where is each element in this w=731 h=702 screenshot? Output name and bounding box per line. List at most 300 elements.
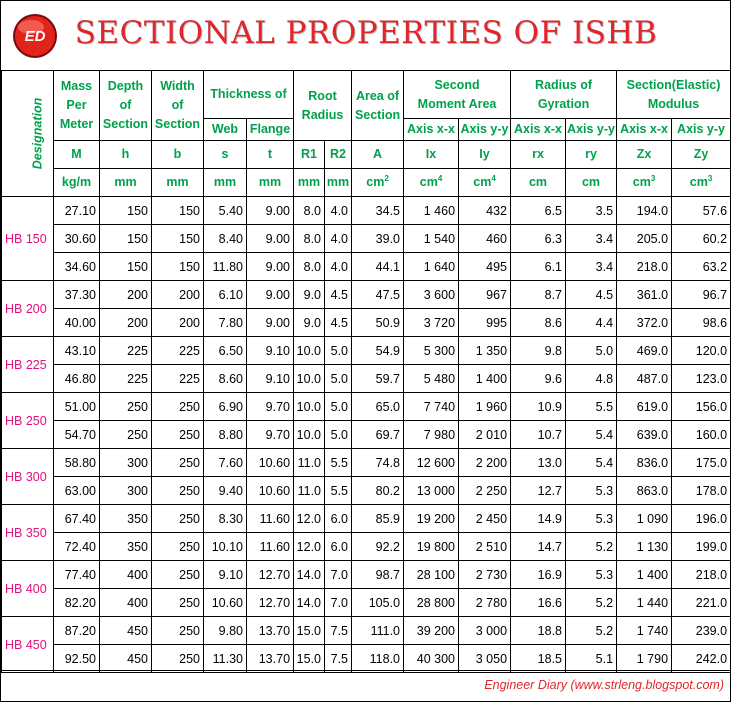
- table-row: [2, 281, 731, 309]
- value-cell: 250: [100, 393, 152, 421]
- value-cell: 8.0: [294, 225, 325, 253]
- value-cell: 5.40: [204, 197, 247, 225]
- logo-text: ED: [24, 28, 46, 45]
- value-cell: 150: [100, 197, 152, 225]
- symbol-header: M: [54, 141, 100, 169]
- value-cell: 11.0: [294, 449, 325, 477]
- value-cell: 487.0: [617, 365, 672, 393]
- value-cell: 34.5: [352, 197, 404, 225]
- symbol-row: [2, 141, 731, 169]
- value-cell: 6.10: [204, 281, 247, 309]
- table-row: [2, 617, 731, 645]
- value-cell: 7.80: [204, 309, 247, 337]
- value-cell: 1 460: [404, 197, 459, 225]
- value-cell: 120.0: [672, 337, 731, 365]
- symbol-header: Ix: [404, 141, 459, 169]
- value-cell: 175.0: [672, 449, 731, 477]
- value-cell: 60.2: [672, 225, 731, 253]
- moment-axis-x-header: Axis x-x: [404, 119, 459, 141]
- value-cell: 250: [152, 589, 204, 617]
- value-cell: 1 440: [617, 589, 672, 617]
- designation-cell: HB 250: [2, 393, 54, 449]
- value-cell: 5.3: [566, 505, 617, 533]
- table-row: [2, 589, 731, 617]
- value-cell: 16.6: [511, 589, 566, 617]
- value-cell: 43.10: [54, 337, 100, 365]
- value-cell: 8.80: [204, 421, 247, 449]
- symbol-header: s: [204, 141, 247, 169]
- value-cell: 30.60: [54, 225, 100, 253]
- value-cell: 6.50: [204, 337, 247, 365]
- value-cell: 225: [100, 337, 152, 365]
- value-cell: 37.30: [54, 281, 100, 309]
- value-cell: 218.0: [617, 253, 672, 281]
- value-cell: 65.0: [352, 393, 404, 421]
- value-cell: 11.60: [247, 533, 294, 561]
- table-row: [2, 477, 731, 505]
- value-cell: 59.7: [352, 365, 404, 393]
- value-cell: 450: [100, 645, 152, 673]
- value-cell: 372.0: [617, 309, 672, 337]
- gyration-header: Radius of Gyration: [511, 71, 617, 119]
- table-row: [2, 197, 731, 225]
- value-cell: 9.00: [247, 225, 294, 253]
- value-cell: 218.0: [672, 561, 731, 589]
- value-cell: 4.0: [325, 197, 352, 225]
- value-cell: 432: [459, 197, 511, 225]
- value-cell: 1 740: [617, 617, 672, 645]
- designation-cell: HB 450: [2, 617, 54, 673]
- value-cell: 54.9: [352, 337, 404, 365]
- value-cell: 3 050: [459, 645, 511, 673]
- value-cell: 46.80: [54, 365, 100, 393]
- value-cell: 10.0: [294, 393, 325, 421]
- unit-exponent: 3: [707, 173, 713, 183]
- value-cell: 6.5: [511, 197, 566, 225]
- value-cell: 5.5: [325, 477, 352, 505]
- value-cell: 5.0: [325, 337, 352, 365]
- thickness-header: Thickness of: [204, 71, 294, 119]
- unit-exponent: 4: [437, 173, 443, 183]
- value-cell: 10.10: [204, 533, 247, 561]
- value-cell: 13.70: [247, 617, 294, 645]
- value-cell: 7.0: [325, 589, 352, 617]
- designation-cell: HB 300: [2, 449, 54, 505]
- value-cell: 200: [100, 309, 152, 337]
- value-cell: 5 480: [404, 365, 459, 393]
- value-cell: 9.10: [204, 561, 247, 589]
- unit-row: [2, 169, 731, 197]
- value-cell: 28 800: [404, 589, 459, 617]
- value-cell: 6.0: [325, 533, 352, 561]
- value-cell: 6.90: [204, 393, 247, 421]
- value-cell: 967: [459, 281, 511, 309]
- modulus-header: Section(Elastic) Modulus: [617, 71, 731, 119]
- value-cell: 400: [100, 589, 152, 617]
- value-cell: 250: [100, 421, 152, 449]
- value-cell: 9.70: [247, 421, 294, 449]
- value-cell: 3 600: [404, 281, 459, 309]
- value-cell: 4.5: [566, 281, 617, 309]
- value-cell: 4.0: [325, 253, 352, 281]
- value-cell: 9.0: [294, 281, 325, 309]
- table-row: [2, 533, 731, 561]
- value-cell: 199.0: [672, 533, 731, 561]
- value-cell: 69.7: [352, 421, 404, 449]
- value-cell: 15.0: [294, 645, 325, 673]
- value-cell: 2 250: [459, 477, 511, 505]
- value-cell: 8.30: [204, 505, 247, 533]
- value-cell: 18.5: [511, 645, 566, 673]
- table-header: [2, 71, 731, 197]
- value-cell: 2 730: [459, 561, 511, 589]
- value-cell: 72.40: [54, 533, 100, 561]
- designation-cell: HB 350: [2, 505, 54, 561]
- value-cell: 10.60: [204, 589, 247, 617]
- value-cell: 4.5: [325, 309, 352, 337]
- value-cell: 9.00: [247, 281, 294, 309]
- value-cell: 92.50: [54, 645, 100, 673]
- value-cell: 5.4: [566, 421, 617, 449]
- symbol-header: t: [247, 141, 294, 169]
- value-cell: 10.0: [294, 421, 325, 449]
- value-cell: 250: [152, 421, 204, 449]
- value-cell: 250: [152, 645, 204, 673]
- value-cell: 200: [152, 281, 204, 309]
- value-cell: 7.5: [325, 645, 352, 673]
- symbol-header: Zx: [617, 141, 672, 169]
- value-cell: 2 010: [459, 421, 511, 449]
- flange-header: Flange: [247, 119, 294, 141]
- value-cell: 34.60: [54, 253, 100, 281]
- value-cell: 6.3: [511, 225, 566, 253]
- symbol-header: Zy: [672, 141, 731, 169]
- value-cell: 863.0: [617, 477, 672, 505]
- table-row: [2, 365, 731, 393]
- value-cell: 27.10: [54, 197, 100, 225]
- value-cell: 7 980: [404, 421, 459, 449]
- engineer-diary-logo: [12, 13, 58, 59]
- credit-text: Engineer Diary (www.strleng.blogspot.com): [484, 678, 724, 692]
- value-cell: 156.0: [672, 393, 731, 421]
- value-cell: 221.0: [672, 589, 731, 617]
- value-cell: 2 450: [459, 505, 511, 533]
- designation-cell: HB 200: [2, 281, 54, 337]
- designation-cell: HB 400: [2, 561, 54, 617]
- value-cell: 6.0: [325, 505, 352, 533]
- value-cell: 9.80: [204, 617, 247, 645]
- value-cell: 9.6: [511, 365, 566, 393]
- table-row: [2, 421, 731, 449]
- value-cell: 14.9: [511, 505, 566, 533]
- value-cell: 98.7: [352, 561, 404, 589]
- unit-header: mm: [100, 169, 152, 197]
- value-cell: 12.7: [511, 477, 566, 505]
- value-cell: 87.20: [54, 617, 100, 645]
- value-cell: 12.0: [294, 505, 325, 533]
- gyration-axis-y-header: Axis y-y: [566, 119, 617, 141]
- value-cell: 5.5: [325, 449, 352, 477]
- value-cell: 1 400: [617, 561, 672, 589]
- value-cell: 19 200: [404, 505, 459, 533]
- value-cell: 5.1: [566, 645, 617, 673]
- value-cell: 14.0: [294, 561, 325, 589]
- value-cell: 11.0: [294, 477, 325, 505]
- unit-header: mm: [204, 169, 247, 197]
- value-cell: 6.1: [511, 253, 566, 281]
- value-cell: 150: [152, 253, 204, 281]
- value-cell: 5.2: [566, 589, 617, 617]
- value-cell: 200: [100, 281, 152, 309]
- value-cell: 3 000: [459, 617, 511, 645]
- value-cell: 460: [459, 225, 511, 253]
- value-cell: 200: [152, 309, 204, 337]
- unit-header: $cm^3$: [672, 169, 731, 197]
- value-cell: 47.5: [352, 281, 404, 309]
- designation-cell: HB 225: [2, 337, 54, 393]
- value-cell: 242.0: [672, 645, 731, 673]
- value-cell: 10.9: [511, 393, 566, 421]
- value-cell: 50.9: [352, 309, 404, 337]
- value-cell: 10.60: [247, 477, 294, 505]
- table-row: [2, 393, 731, 421]
- value-cell: 150: [100, 253, 152, 281]
- unit-header: mm: [325, 169, 352, 197]
- value-cell: 250: [152, 617, 204, 645]
- value-cell: 111.0: [352, 617, 404, 645]
- value-cell: 2 780: [459, 589, 511, 617]
- unit-header: mm: [247, 169, 294, 197]
- header: [1, 1, 730, 71]
- value-cell: 5.0: [325, 421, 352, 449]
- value-cell: 40 300: [404, 645, 459, 673]
- value-cell: 8.6: [511, 309, 566, 337]
- value-cell: 12.70: [247, 561, 294, 589]
- unit-header: mm: [294, 169, 325, 197]
- symbol-header: R2: [325, 141, 352, 169]
- unit-exponent: 3: [650, 173, 656, 183]
- value-cell: 58.80: [54, 449, 100, 477]
- value-cell: 5 300: [404, 337, 459, 365]
- value-cell: 7.60: [204, 449, 247, 477]
- value-cell: 12.70: [247, 589, 294, 617]
- value-cell: 4.4: [566, 309, 617, 337]
- gyration-axis-x-header: Axis x-x: [511, 119, 566, 141]
- value-cell: 250: [152, 449, 204, 477]
- table-body: [2, 197, 731, 673]
- value-cell: 63.00: [54, 477, 100, 505]
- value-cell: 194.0: [617, 197, 672, 225]
- value-cell: 85.9: [352, 505, 404, 533]
- value-cell: 9.40: [204, 477, 247, 505]
- value-cell: 44.1: [352, 253, 404, 281]
- symbol-header: rx: [511, 141, 566, 169]
- value-cell: 8.7: [511, 281, 566, 309]
- value-cell: 4.5: [325, 281, 352, 309]
- value-cell: 5.4: [566, 449, 617, 477]
- value-cell: 9.00: [247, 197, 294, 225]
- value-cell: 1 350: [459, 337, 511, 365]
- value-cell: 300: [100, 477, 152, 505]
- table-row: [2, 645, 731, 673]
- unit-header: $cm^3$: [617, 169, 672, 197]
- value-cell: 54.70: [54, 421, 100, 449]
- unit-exponent: 4: [491, 173, 496, 183]
- value-cell: 250: [152, 477, 204, 505]
- value-cell: 5.3: [566, 561, 617, 589]
- value-cell: 225: [152, 365, 204, 393]
- value-cell: 2 200: [459, 449, 511, 477]
- depth-header: Depth of Section: [100, 71, 152, 141]
- value-cell: 13.0: [511, 449, 566, 477]
- value-cell: 1 130: [617, 533, 672, 561]
- value-cell: 67.40: [54, 505, 100, 533]
- value-cell: 350: [100, 533, 152, 561]
- unit-exponent: 2: [384, 173, 389, 183]
- value-cell: 1 960: [459, 393, 511, 421]
- value-cell: 836.0: [617, 449, 672, 477]
- table-row: [2, 561, 731, 589]
- value-cell: 13.70: [247, 645, 294, 673]
- unit-header: $cm^2$: [352, 169, 404, 197]
- symbol-header: R1: [294, 141, 325, 169]
- moment-axis-y-header: Axis y-y: [459, 119, 511, 141]
- value-cell: 1 090: [617, 505, 672, 533]
- value-cell: 2 510: [459, 533, 511, 561]
- value-cell: 14.7: [511, 533, 566, 561]
- value-cell: 9.0: [294, 309, 325, 337]
- designation-header: Designation: [2, 71, 54, 197]
- properties-table: [1, 70, 731, 673]
- designation-cell: HB 150: [2, 197, 54, 281]
- value-cell: 160.0: [672, 421, 731, 449]
- symbol-header: b: [152, 141, 204, 169]
- value-cell: 10.7: [511, 421, 566, 449]
- page-title: SECTIONAL PROPERTIES OF ISHB: [74, 15, 658, 51]
- value-cell: 51.00: [54, 393, 100, 421]
- symbol-header: Iy: [459, 141, 511, 169]
- value-cell: 82.20: [54, 589, 100, 617]
- value-cell: 98.6: [672, 309, 731, 337]
- value-cell: 5.2: [566, 533, 617, 561]
- value-cell: 9.8: [511, 337, 566, 365]
- modulus-axis-y-header: Axis y-y: [672, 119, 731, 141]
- value-cell: 8.0: [294, 197, 325, 225]
- value-cell: 8.40: [204, 225, 247, 253]
- value-cell: 15.0: [294, 617, 325, 645]
- table-row: [2, 449, 731, 477]
- value-cell: 150: [152, 225, 204, 253]
- value-cell: 250: [152, 393, 204, 421]
- value-cell: 250: [152, 505, 204, 533]
- value-cell: 4.0: [325, 225, 352, 253]
- value-cell: 96.7: [672, 281, 731, 309]
- unit-header: $cm^4$: [404, 169, 459, 197]
- value-cell: 196.0: [672, 505, 731, 533]
- value-cell: 80.2: [352, 477, 404, 505]
- area-header: Area of Section: [352, 71, 404, 141]
- value-cell: 178.0: [672, 477, 731, 505]
- value-cell: 11.80: [204, 253, 247, 281]
- value-cell: 150: [100, 225, 152, 253]
- value-cell: 9.10: [247, 365, 294, 393]
- symbol-header: h: [100, 141, 152, 169]
- value-cell: 10.0: [294, 337, 325, 365]
- value-cell: 10.0: [294, 365, 325, 393]
- value-cell: 92.2: [352, 533, 404, 561]
- value-cell: 9.00: [247, 309, 294, 337]
- value-cell: 19 800: [404, 533, 459, 561]
- value-cell: 13 000: [404, 477, 459, 505]
- value-cell: 350: [100, 505, 152, 533]
- value-cell: 1 790: [617, 645, 672, 673]
- value-cell: 5.0: [325, 365, 352, 393]
- value-cell: 9.70: [247, 393, 294, 421]
- value-cell: 16.9: [511, 561, 566, 589]
- value-cell: 39 200: [404, 617, 459, 645]
- value-cell: 205.0: [617, 225, 672, 253]
- value-cell: 469.0: [617, 337, 672, 365]
- value-cell: 250: [152, 561, 204, 589]
- value-cell: 5.3: [566, 477, 617, 505]
- value-cell: 5.2: [566, 617, 617, 645]
- value-cell: 3.4: [566, 253, 617, 281]
- table-row: [2, 505, 731, 533]
- symbol-header: ry: [566, 141, 617, 169]
- unit-header: cm: [511, 169, 566, 197]
- value-cell: 619.0: [617, 393, 672, 421]
- table-row: [2, 253, 731, 281]
- value-cell: 5.0: [566, 337, 617, 365]
- value-cell: 7 740: [404, 393, 459, 421]
- value-cell: 495: [459, 253, 511, 281]
- value-cell: 1 540: [404, 225, 459, 253]
- value-cell: 1 400: [459, 365, 511, 393]
- unit-header: mm: [152, 169, 204, 197]
- table-row: [2, 337, 731, 365]
- value-cell: 39.0: [352, 225, 404, 253]
- value-cell: 7.5: [325, 617, 352, 645]
- unit-header: $cm^4$: [459, 169, 511, 197]
- unit-header: cm: [566, 169, 617, 197]
- value-cell: 8.60: [204, 365, 247, 393]
- table-row: [2, 309, 731, 337]
- root-radius-header: Root Radius: [294, 71, 352, 141]
- mass-header: Mass Per Meter: [54, 71, 100, 141]
- table-row: [2, 225, 731, 253]
- modulus-axis-x-header: Axis x-x: [617, 119, 672, 141]
- value-cell: 639.0: [617, 421, 672, 449]
- unit-header: kg/m: [54, 169, 100, 197]
- value-cell: 18.8: [511, 617, 566, 645]
- value-cell: 3.4: [566, 225, 617, 253]
- value-cell: 9.10: [247, 337, 294, 365]
- value-cell: 12 600: [404, 449, 459, 477]
- value-cell: 63.2: [672, 253, 731, 281]
- value-cell: 123.0: [672, 365, 731, 393]
- value-cell: 250: [152, 533, 204, 561]
- value-cell: 10.60: [247, 449, 294, 477]
- value-cell: 12.0: [294, 533, 325, 561]
- value-cell: 995: [459, 309, 511, 337]
- value-cell: 28 100: [404, 561, 459, 589]
- value-cell: 150: [152, 197, 204, 225]
- value-cell: 450: [100, 617, 152, 645]
- value-cell: 74.8: [352, 449, 404, 477]
- value-cell: 5.0: [325, 393, 352, 421]
- moment-area-header: Second Moment Area: [404, 71, 511, 119]
- value-cell: 3 720: [404, 309, 459, 337]
